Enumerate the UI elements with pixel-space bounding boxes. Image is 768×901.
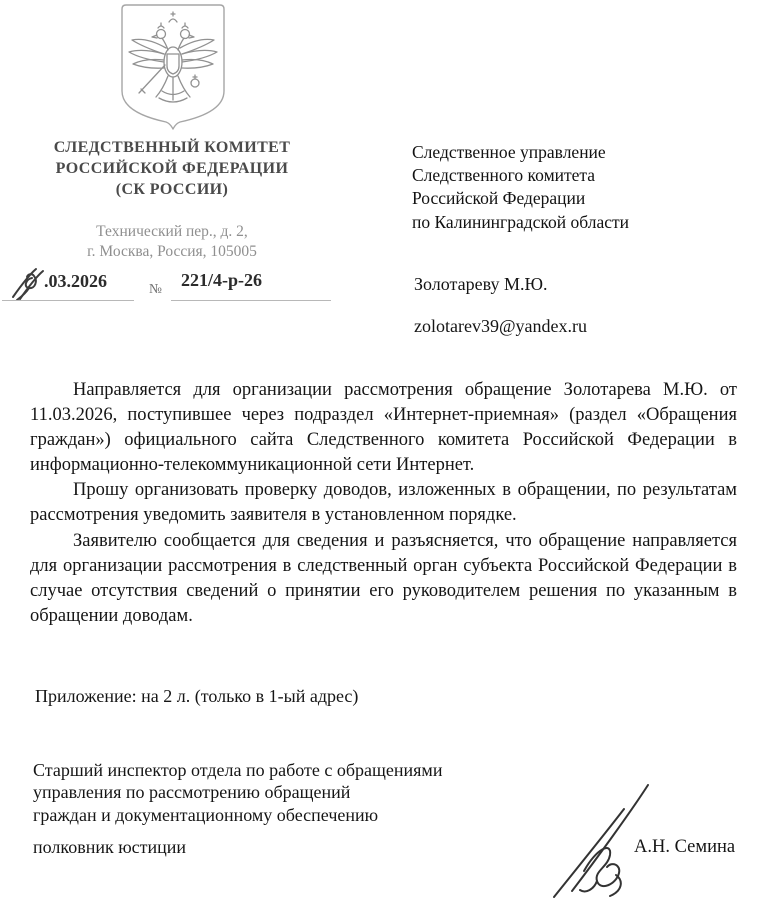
letter-body [30, 378, 737, 629]
double-headed-eagle-icon [113, 3, 233, 131]
document-date: .03.2026 [44, 271, 107, 291]
recipient-org-line: Следственное управление [412, 142, 606, 162]
numero-sign: № [149, 281, 162, 296]
issuer-address-line: г. Москва, Россия, 105005 [87, 243, 257, 260]
coat-of-arms-emblem [113, 3, 233, 131]
handwritten-date-icon [8, 266, 48, 304]
issuer-org-line: СЛЕДСТВЕННЫЙ КОМИТЕТ [53, 139, 291, 156]
number-underline [171, 300, 331, 301]
body-paragraph: Заявителю сообщается для сведения и разъясняется, что обращение направляется для организации рассмотрения в следственный орган субъекта Российской Федерации в случае отсутствия сведений о принятии его руководителем решения по указанным в обращении доводам. [30, 530, 737, 626]
recipient-org-line: Следственного комитета [412, 165, 596, 186]
addressee-name: Золотареву М.Ю. [414, 274, 548, 294]
body-paragraph: Прошу организовать проверку доводов, изложенных в обращении, по результатам рассмотрения уведомить заявителя в установленном порядке. [30, 480, 737, 526]
issuer-org-line: (СК РОССИИ) [115, 181, 229, 198]
body-paragraph: Направляется для организации рассмотрения обращение Золотарева М.Ю. от 11.03.2026, поступившее через подраздел «Интернет-приемная» (раздел «Обращения граждан») официального сайта Следственного комитета Российской Федерации в информационно-телекоммуникационной сети Интернет. [30, 380, 737, 476]
document-number: 221/4-р-26 [181, 270, 262, 290]
issuer-address [0, 222, 344, 262]
issuer-org-line: РОССИЙСКОЙ ФЕДЕРАЦИИ [55, 160, 289, 177]
date-underline [2, 300, 134, 301]
addressee-email: zolotarev39@yandex.ru [414, 316, 588, 336]
signer-rank: полковник юстиции [33, 837, 187, 857]
signer-position-line: Старший инспектор отдела по работе с обращениями [33, 760, 443, 780]
signer-position [33, 759, 442, 826]
issuer-org-name [0, 137, 344, 200]
signer-name: А.Н. Семина [634, 837, 736, 857]
recipient-org-line: по Калининградской области [412, 211, 630, 232]
recipient-org-line: Российской Федерации [412, 188, 586, 209]
signer-position-line: граждан и документационному обеспечению [33, 804, 379, 825]
issuer-address-line: Технический пер., д. 2, [96, 223, 248, 240]
recipient-org [412, 141, 629, 234]
attachment-note: Приложение: на 2 л. (только в 1-ый адрес) [35, 686, 359, 706]
signer-position-line: управления по рассмотрению обращений [33, 782, 351, 803]
